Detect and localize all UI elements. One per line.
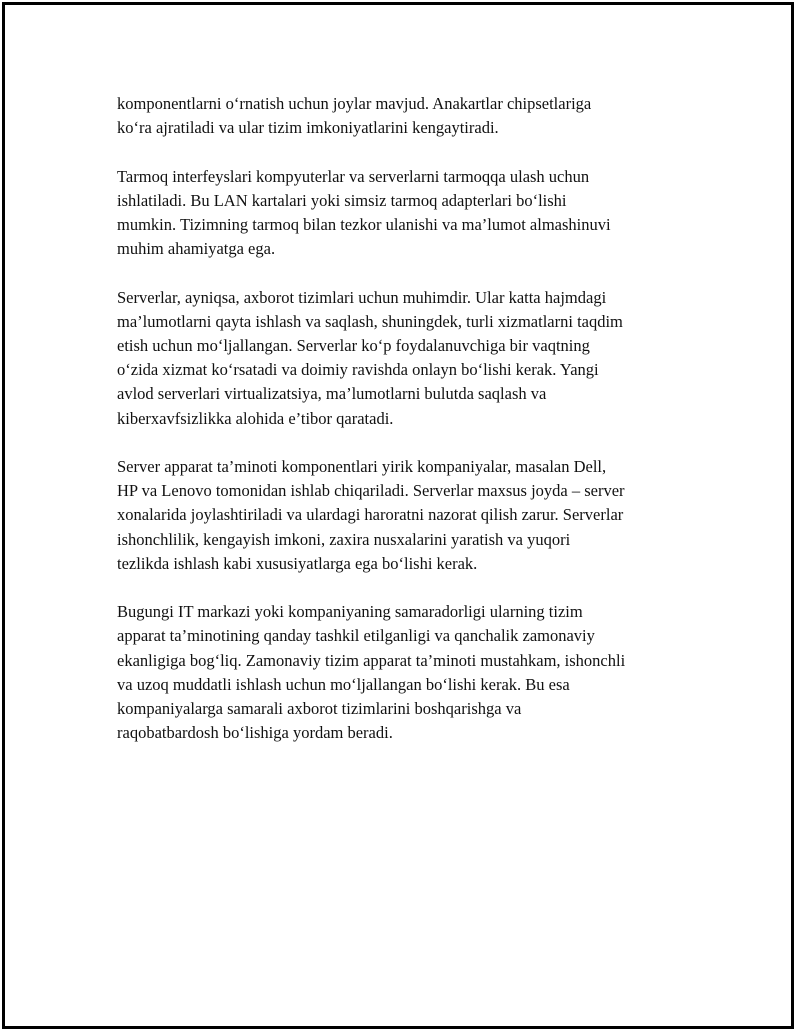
paragraph-it-efficiency: Bugungi IT markazi yoki kompaniyaning samaradorligi ularning tizim apparat ta’minotining qanday tashkil etilganligi va qanchalik zamonaviy ekanligiga bog‘liq. Zamonaviy tizim apparat ta’minoti mustahkam, ishonchli va uzoq muddatli ishlash uchun mo‘ljallangan bo‘lishi kerak. Bu esa kompaniyalarga samarali axborot tizimlarini boshqarishga va raqobatbardosh bo‘lishiga yordam beradi.	[117, 602, 626, 743]
paragraph-servers: Serverlar, ayniqsa, axborot tizimlari uchun muhimdir. Ular katta hajmdagi ma’lumotlarni qayta ishlash va saqlash, shuningdek, turli xizmatlarni taqdim etish uchun mo‘ljallangan. Serverlar ko‘p foydalanuvchiga bir vaqtning o‘zida xizmat ko‘rsatadi va doimiy ravishda onlayn bo‘lishi kerak. Yangi avlod serverlari virtualizatsiya, ma’lumotlarni bulutda saqlash va kiberxavfsizlikka alohida e’tibor qaratadi.	[117, 287, 623, 428]
document-body	[117, 92, 692, 770]
paragraph-motherboard-components: komponentlarni o‘rnatish uchun joylar mavjud. Anakartlar chipsetlariga ko‘ra ajratiladi va ular tizim imkoniyatlarini kengaytiradi.	[117, 94, 592, 138]
paragraph-network-interfaces: Tarmoq interfeyslari kompyuterlar va serverlarni tarmoqqa ulash uchun ishlatiladi. Bu LAN kartalari yoki simsiz tarmoq adapterlari bo‘lishi mumkin. Tizimning tarmoq bilan tezkor ulanishi va ma’lumot almashinuvi muhim ahamiyatga ega.	[117, 166, 611, 259]
paragraph-server-hardware-vendors: Server apparat ta’minoti komponentlari yirik kompaniyalar, masalan Dell, HP va Lenovo tomonidan ishlab chiqariladi. Serverlar maxsus joyda – server xonalarida joylashtiriladi va ulardagi haroratni nazorat qilish zarur. Serverlar ishonchlilik, kengayish imkoni, zaxira nusxalarini yaratish va yuqori tezlikda ishlash kabi xususiyatlarga ega bo‘lishi kerak.	[117, 457, 625, 573]
